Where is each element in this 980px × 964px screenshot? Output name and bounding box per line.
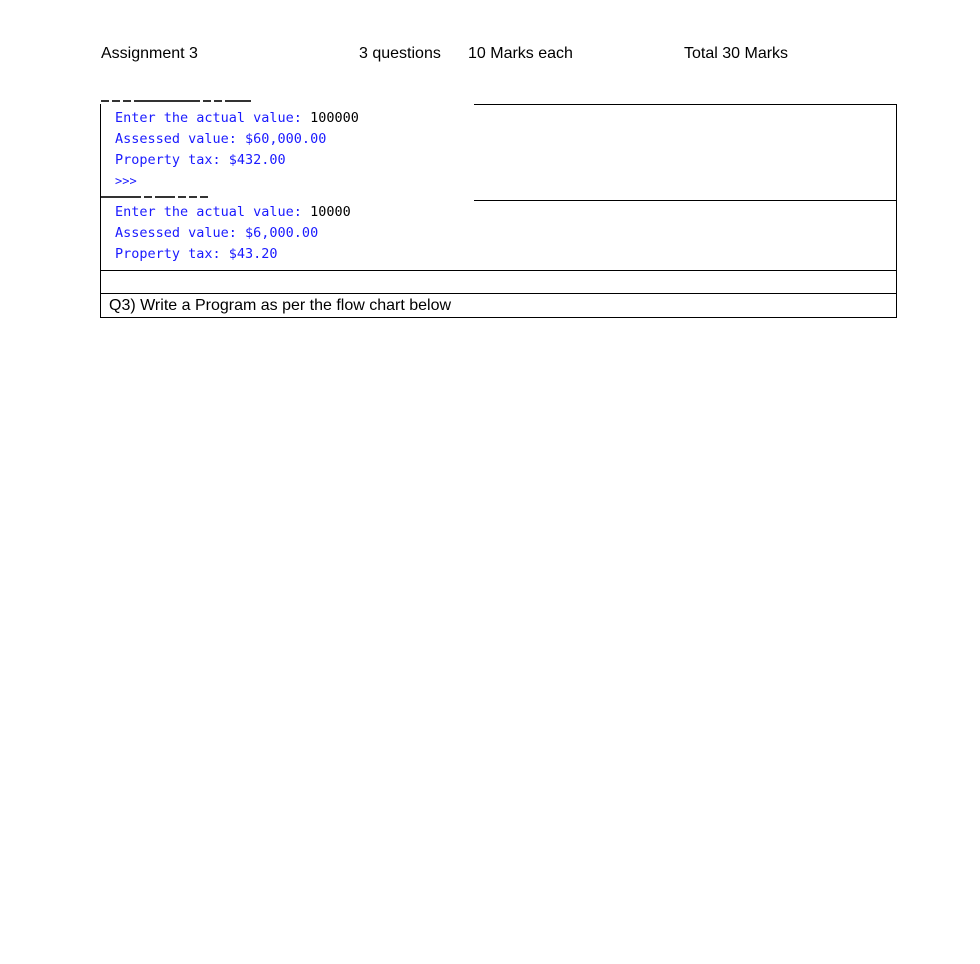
row-divider-2 <box>100 270 897 271</box>
output2-input-line <box>115 202 351 223</box>
cropped-text-fragment <box>101 100 254 104</box>
table-right-border <box>896 104 897 318</box>
row-divider-3 <box>100 293 897 294</box>
output1-tax-line: Property tax: $432.00 <box>115 152 286 168</box>
table-top-border <box>474 104 897 105</box>
question-count: 3 questions <box>359 45 441 62</box>
output1-input-value: 100000 <box>310 110 359 126</box>
output1-input-label: Enter the actual value: <box>115 110 311 126</box>
total-marks: Total 30 Marks <box>684 45 789 62</box>
python-prompt: >>> <box>115 174 137 188</box>
output2-assessed-line: Assessed value: $6,000.00 <box>115 225 319 241</box>
output-screenshot-1 <box>101 100 474 200</box>
output2-tax-line: Property tax: $43.20 <box>115 246 278 262</box>
output2-input-value: 10000 <box>310 204 351 220</box>
table-bottom-border <box>100 317 897 318</box>
answer-table <box>100 104 897 318</box>
output1-assessed-line: Assessed value: $60,000.00 <box>115 131 327 147</box>
output2-input-label: Enter the actual value: <box>115 204 311 220</box>
marks-each: 10 Marks each <box>468 45 573 62</box>
cropped-text-fragment <box>101 196 211 200</box>
output1-input-line <box>115 108 359 129</box>
output-screenshot-2 <box>101 194 474 270</box>
row-divider-1 <box>474 200 897 201</box>
assignment-title: Assignment 3 <box>101 45 198 62</box>
question-3-heading: Q3) Write a Program as per the flow chart below <box>109 297 452 314</box>
